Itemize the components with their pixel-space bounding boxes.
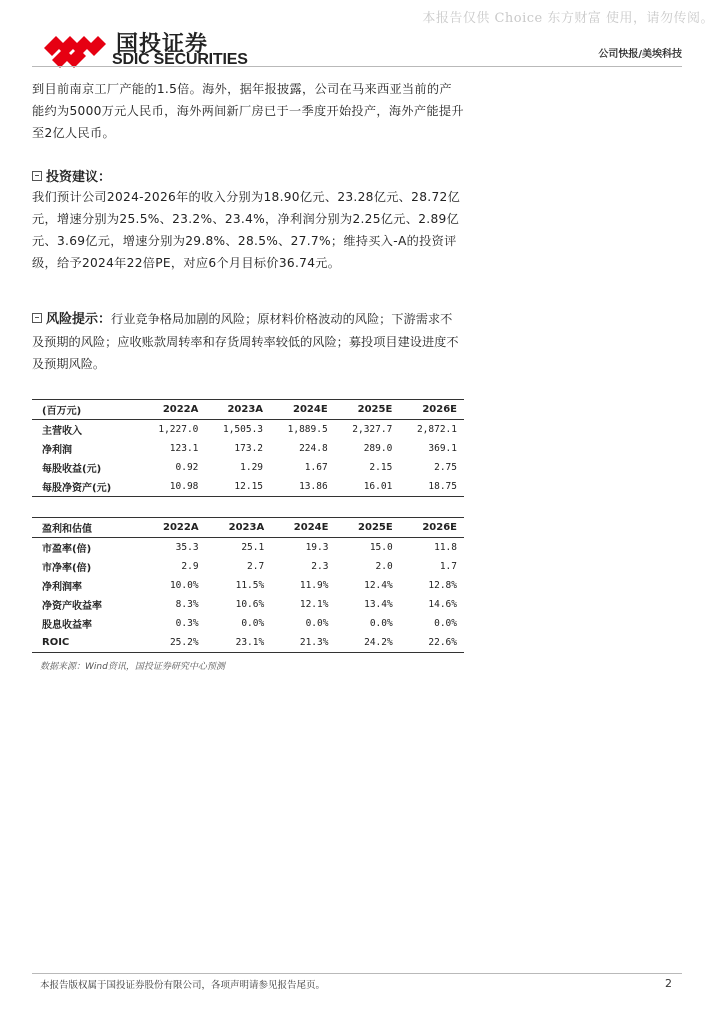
row-label: 净利润 [42,445,72,456]
logo-cn-text: 国投证券 [116,32,209,57]
row-label: 市盈率(倍) [42,544,92,555]
table-cell: 2.15 [369,462,393,473]
table-cell: 0.3% [175,618,199,629]
table-cell: 16.01 [335,477,400,497]
row-label: 每股收益(元) [42,464,102,475]
table-cell: 11.9% [299,580,329,591]
valuation-table [32,517,464,653]
table-cell: 14.6% [428,599,457,610]
table-header-cell: 盈利和估值 [32,518,140,538]
table-row [32,420,464,440]
row-label: 净资产收益率 [42,601,102,612]
table-cell: 1,505.3 [222,424,264,435]
table-cell: 173.2 [234,443,264,454]
table-cell: 2.0 [375,561,393,572]
risk-paragraph [32,308,464,375]
table-header-cell: 2024E [271,518,335,538]
table-header-row [32,400,464,420]
square-bullet-icon [32,171,42,181]
table-cell: 2.3 [311,561,329,572]
table-cell: 2.7 [247,561,265,572]
table-header-row [32,518,464,538]
table-cell: 12.8% [428,580,457,591]
table-cell: 0.0% [241,618,265,629]
table-cell: 8.3% [175,599,199,610]
financial-table [32,399,464,497]
table-cell: 12.4% [364,580,393,591]
table-cell: 12.1% [299,599,329,610]
table-cell: 12.15 [205,477,270,497]
table-cell: 2.9 [181,561,199,572]
table-cell: 0.92 [175,462,199,473]
table-header-cell: 2023A [206,518,272,538]
table-cell: 25.2% [140,633,206,653]
page-number: 2 [665,977,672,990]
table-row [32,595,464,614]
row-label: 每股净资产(元) [32,477,141,497]
table-row [32,576,464,595]
row-label: 股息收益率 [42,620,92,631]
table-cell: 15.0 [369,542,393,553]
table-row [32,439,464,458]
table-cell: 25.1 [241,542,265,553]
table-row [32,614,464,633]
table-cell: 24.2% [335,633,399,653]
watermark: 本报告仅供 Choice 东方财富 使用，请勿传阅。 [422,11,714,26]
table-row [32,557,464,576]
table-cell: 13.86 [270,477,335,497]
table-row [32,633,464,653]
table-cell: 123.1 [169,443,199,454]
table-row [32,477,464,497]
table-cell: 2.75 [434,462,457,473]
header-divider [32,66,682,67]
data-source-note: 数据来源：Wind资讯，国投证券研究中心预测 [40,662,225,672]
table-header-cell: 2024E [270,400,335,420]
paragraph-capacity: 到目前南京工厂产能的1.5倍。海外，据年报披露，公司在马来西亚当前的产能约为5000万元人民币，海外两间新厂房已于一季度开始投产，海外产能提升至2亿人民币。 [32,82,464,140]
table-cell: 19.3 [305,542,329,553]
table-cell: 10.0% [169,580,199,591]
table-cell: 1,889.5 [287,424,328,435]
table-header-cell: 2026E [400,518,464,538]
table-cell: 0.0% [434,618,457,629]
logo-en-text: SDIC SECURITIES [112,51,248,68]
table-cell: 369.1 [428,443,457,454]
table-cell: 1.29 [240,462,264,473]
table-cell: 289.0 [363,443,393,454]
table-cell: 1,227.0 [158,424,199,435]
table-cell: 11.8 [434,542,457,553]
risk-text: 行业竞争格局加剧的风险；原材料价格波动的风险；下游需求不及预期的风险；应收账款周转率和存货周转率较低的风险；募投项目建设进度不及预期风险。 [32,312,459,371]
risk-title: 风险提示： [46,312,112,327]
table-cell: 2,327.7 [352,424,393,435]
table-cell: 18.75 [399,477,464,497]
table-header-cell: 2022A [140,518,206,538]
table-cell: 224.8 [299,443,328,454]
row-label: ROIC [32,633,140,653]
table-row [32,538,464,558]
invest-title: 投资建议： [46,170,112,185]
table-cell: 10.6% [235,599,265,610]
table-cell: 23.1% [206,633,272,653]
table-header-cell: 2025E [335,400,400,420]
table-cell: 13.4% [364,599,393,610]
square-bullet-icon [32,313,42,323]
table-cell: 35.3 [175,542,199,553]
table-header-cell: 2026E [399,400,464,420]
table-cell: 2,872.1 [416,424,457,435]
section-invest-heading [32,166,111,185]
table-cell: 21.3% [271,633,335,653]
footer-disclaimer: 本报告版权属于国投证券股份有限公司，各项声明请参见报告尾页。 [40,980,326,991]
table-cell: 1.67 [304,462,328,473]
table-header-cell: 2023A [205,400,270,420]
row-label: 净利润率 [42,582,82,593]
row-label: 市净率(倍) [42,563,92,574]
table-cell: 11.5% [235,580,265,591]
table-cell: 0.0% [305,618,329,629]
table-cell: 0.0% [369,618,393,629]
table-header-cell: 2022A [141,400,206,420]
table-row [32,458,464,477]
report-category: 公司快报/美埃科技 [598,49,682,60]
footer-divider [32,973,682,974]
table-cell: 22.6% [400,633,464,653]
row-label: 主营收入 [42,426,82,437]
table-cell: 10.98 [141,477,206,497]
table-header-cell: (百万元) [32,400,141,420]
paragraph-invest: 我们预计公司2024-2026年的收入分别为18.90亿元、23.28亿元、28.72亿元，增速分别为25.5%、23.2%、23.4%，净利润分别为2.25亿元、2.89亿元、3.69亿元，增速分别为29.8%、28.5%、27.7%；维持买入-A的投资评级，给予2024年22倍PE，对应6个月目标价36.74元。 [32,190,461,270]
table-cell: 1.7 [439,561,457,572]
table-header-cell: 2025E [335,518,399,538]
